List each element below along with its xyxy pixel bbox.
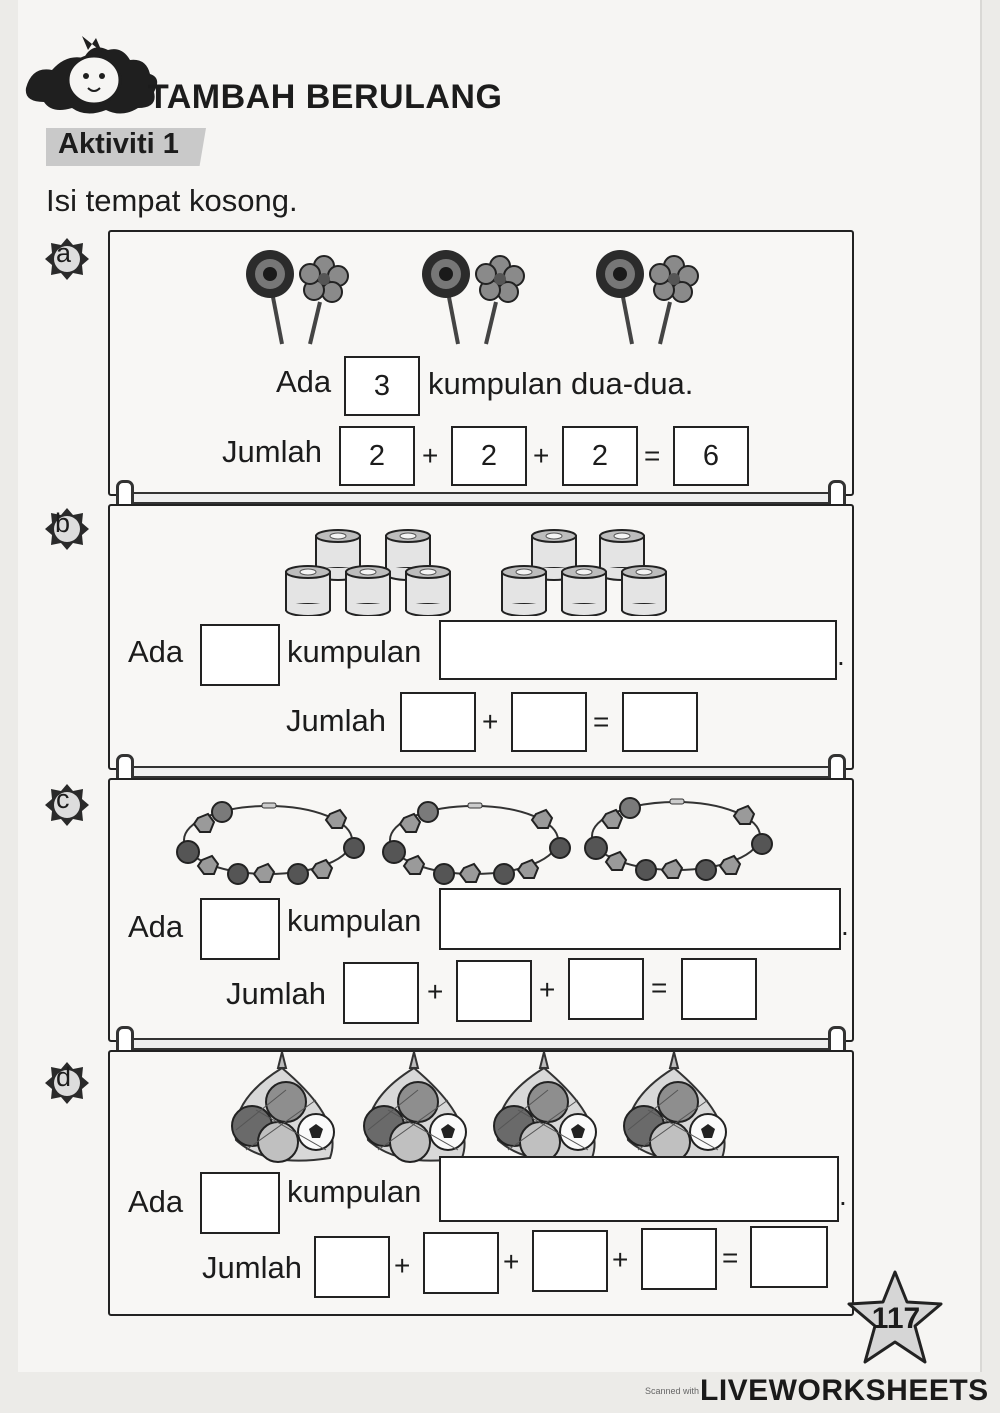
plus-sign: + <box>539 974 556 1005</box>
plus-sign: + <box>422 440 439 471</box>
section-d-ada-label: Ada <box>128 1184 184 1219</box>
equals-sign: = <box>644 440 661 471</box>
section-b-description-box[interactable] <box>439 620 837 680</box>
section-b-result-box[interactable] <box>622 692 698 752</box>
section-d-result-box[interactable] <box>750 1226 828 1288</box>
section-b-jumlah-label: Jumlah <box>286 703 386 738</box>
section-d-term-box[interactable] <box>314 1236 390 1298</box>
section-c-term-box[interactable] <box>456 960 532 1022</box>
section-c-ada-label: Ada <box>128 909 184 944</box>
section-c-term-box[interactable] <box>568 958 644 1020</box>
section-d-jumlah-label: Jumlah <box>202 1250 302 1285</box>
hanger-rod <box>118 1038 840 1050</box>
cylinder-stack-pictures <box>284 528 674 616</box>
plus-sign: + <box>612 1244 629 1275</box>
section-a-ada-label: Ada <box>276 364 332 399</box>
plus-sign: + <box>394 1250 411 1281</box>
section-b-groups-box[interactable] <box>200 624 280 686</box>
section-a-term-box[interactable]: 2 <box>339 426 415 486</box>
lollipop-group-pictures <box>240 244 720 354</box>
section-b-term-box[interactable] <box>511 692 587 752</box>
section-c-groups-text: kumpulan <box>287 903 422 938</box>
section-a-letter: a <box>56 238 72 268</box>
section-b-groups-text: kumpulan <box>287 634 422 669</box>
plus-sign: + <box>482 706 499 737</box>
section-b-ada-label: Ada <box>128 634 184 669</box>
section-a-groups-box[interactable]: 3 <box>344 356 420 416</box>
equals-sign: = <box>722 1242 739 1273</box>
period-mark: . <box>841 910 849 941</box>
bead-bracelet-pictures <box>174 790 780 890</box>
instruction-text: Isi tempat kosong. <box>46 183 298 218</box>
section-d-letter: d <box>56 1062 72 1092</box>
section-a-groups-text: kumpulan dua-dua. <box>428 366 694 401</box>
hanger-rod <box>118 492 840 504</box>
section-c-result-box[interactable] <box>681 958 757 1020</box>
section-a-jumlah-label: Jumlah <box>222 434 322 469</box>
section-c-groups-box[interactable] <box>200 898 280 960</box>
activity-label: Aktiviti 1 <box>58 128 179 160</box>
section-d-term-box[interactable] <box>423 1232 499 1294</box>
liveworksheets-brand[interactable]: LIVEWORKSHEETS <box>700 1374 989 1407</box>
section-d-groups-text: kumpulan <box>287 1174 422 1209</box>
section-a-term-box[interactable]: 2 <box>451 426 527 486</box>
section-d-groups-box[interactable] <box>200 1172 280 1234</box>
section-d-term-box[interactable] <box>641 1228 717 1290</box>
section-d-description-box[interactable] <box>439 1156 839 1222</box>
section-c-jumlah-label: Jumlah <box>226 976 326 1011</box>
section-c-term-box[interactable] <box>343 962 419 1024</box>
section-c-description-box[interactable] <box>439 888 841 950</box>
worksheet-title: TAMBAH BERULANG <box>148 78 503 116</box>
ball-net-bag-pictures <box>226 1050 732 1170</box>
section-a-result-box[interactable]: 6 <box>673 426 749 486</box>
page-number: 117 <box>871 1302 921 1335</box>
equals-sign: = <box>593 706 610 737</box>
plus-sign: + <box>427 976 444 1007</box>
period-mark: . <box>837 640 845 671</box>
section-a-term-box[interactable]: 2 <box>562 426 638 486</box>
scanned-note: Scanned with <box>645 1386 700 1396</box>
section-d-term-box[interactable] <box>532 1230 608 1292</box>
hanger-rod <box>118 766 840 778</box>
plus-sign: + <box>533 440 550 471</box>
plus-sign: + <box>503 1246 520 1277</box>
section-b-term-box[interactable] <box>400 692 476 752</box>
section-b-letter: b <box>55 508 71 538</box>
section-c-letter: c <box>56 784 70 814</box>
period-mark: . <box>839 1180 847 1211</box>
equals-sign: = <box>651 972 668 1003</box>
